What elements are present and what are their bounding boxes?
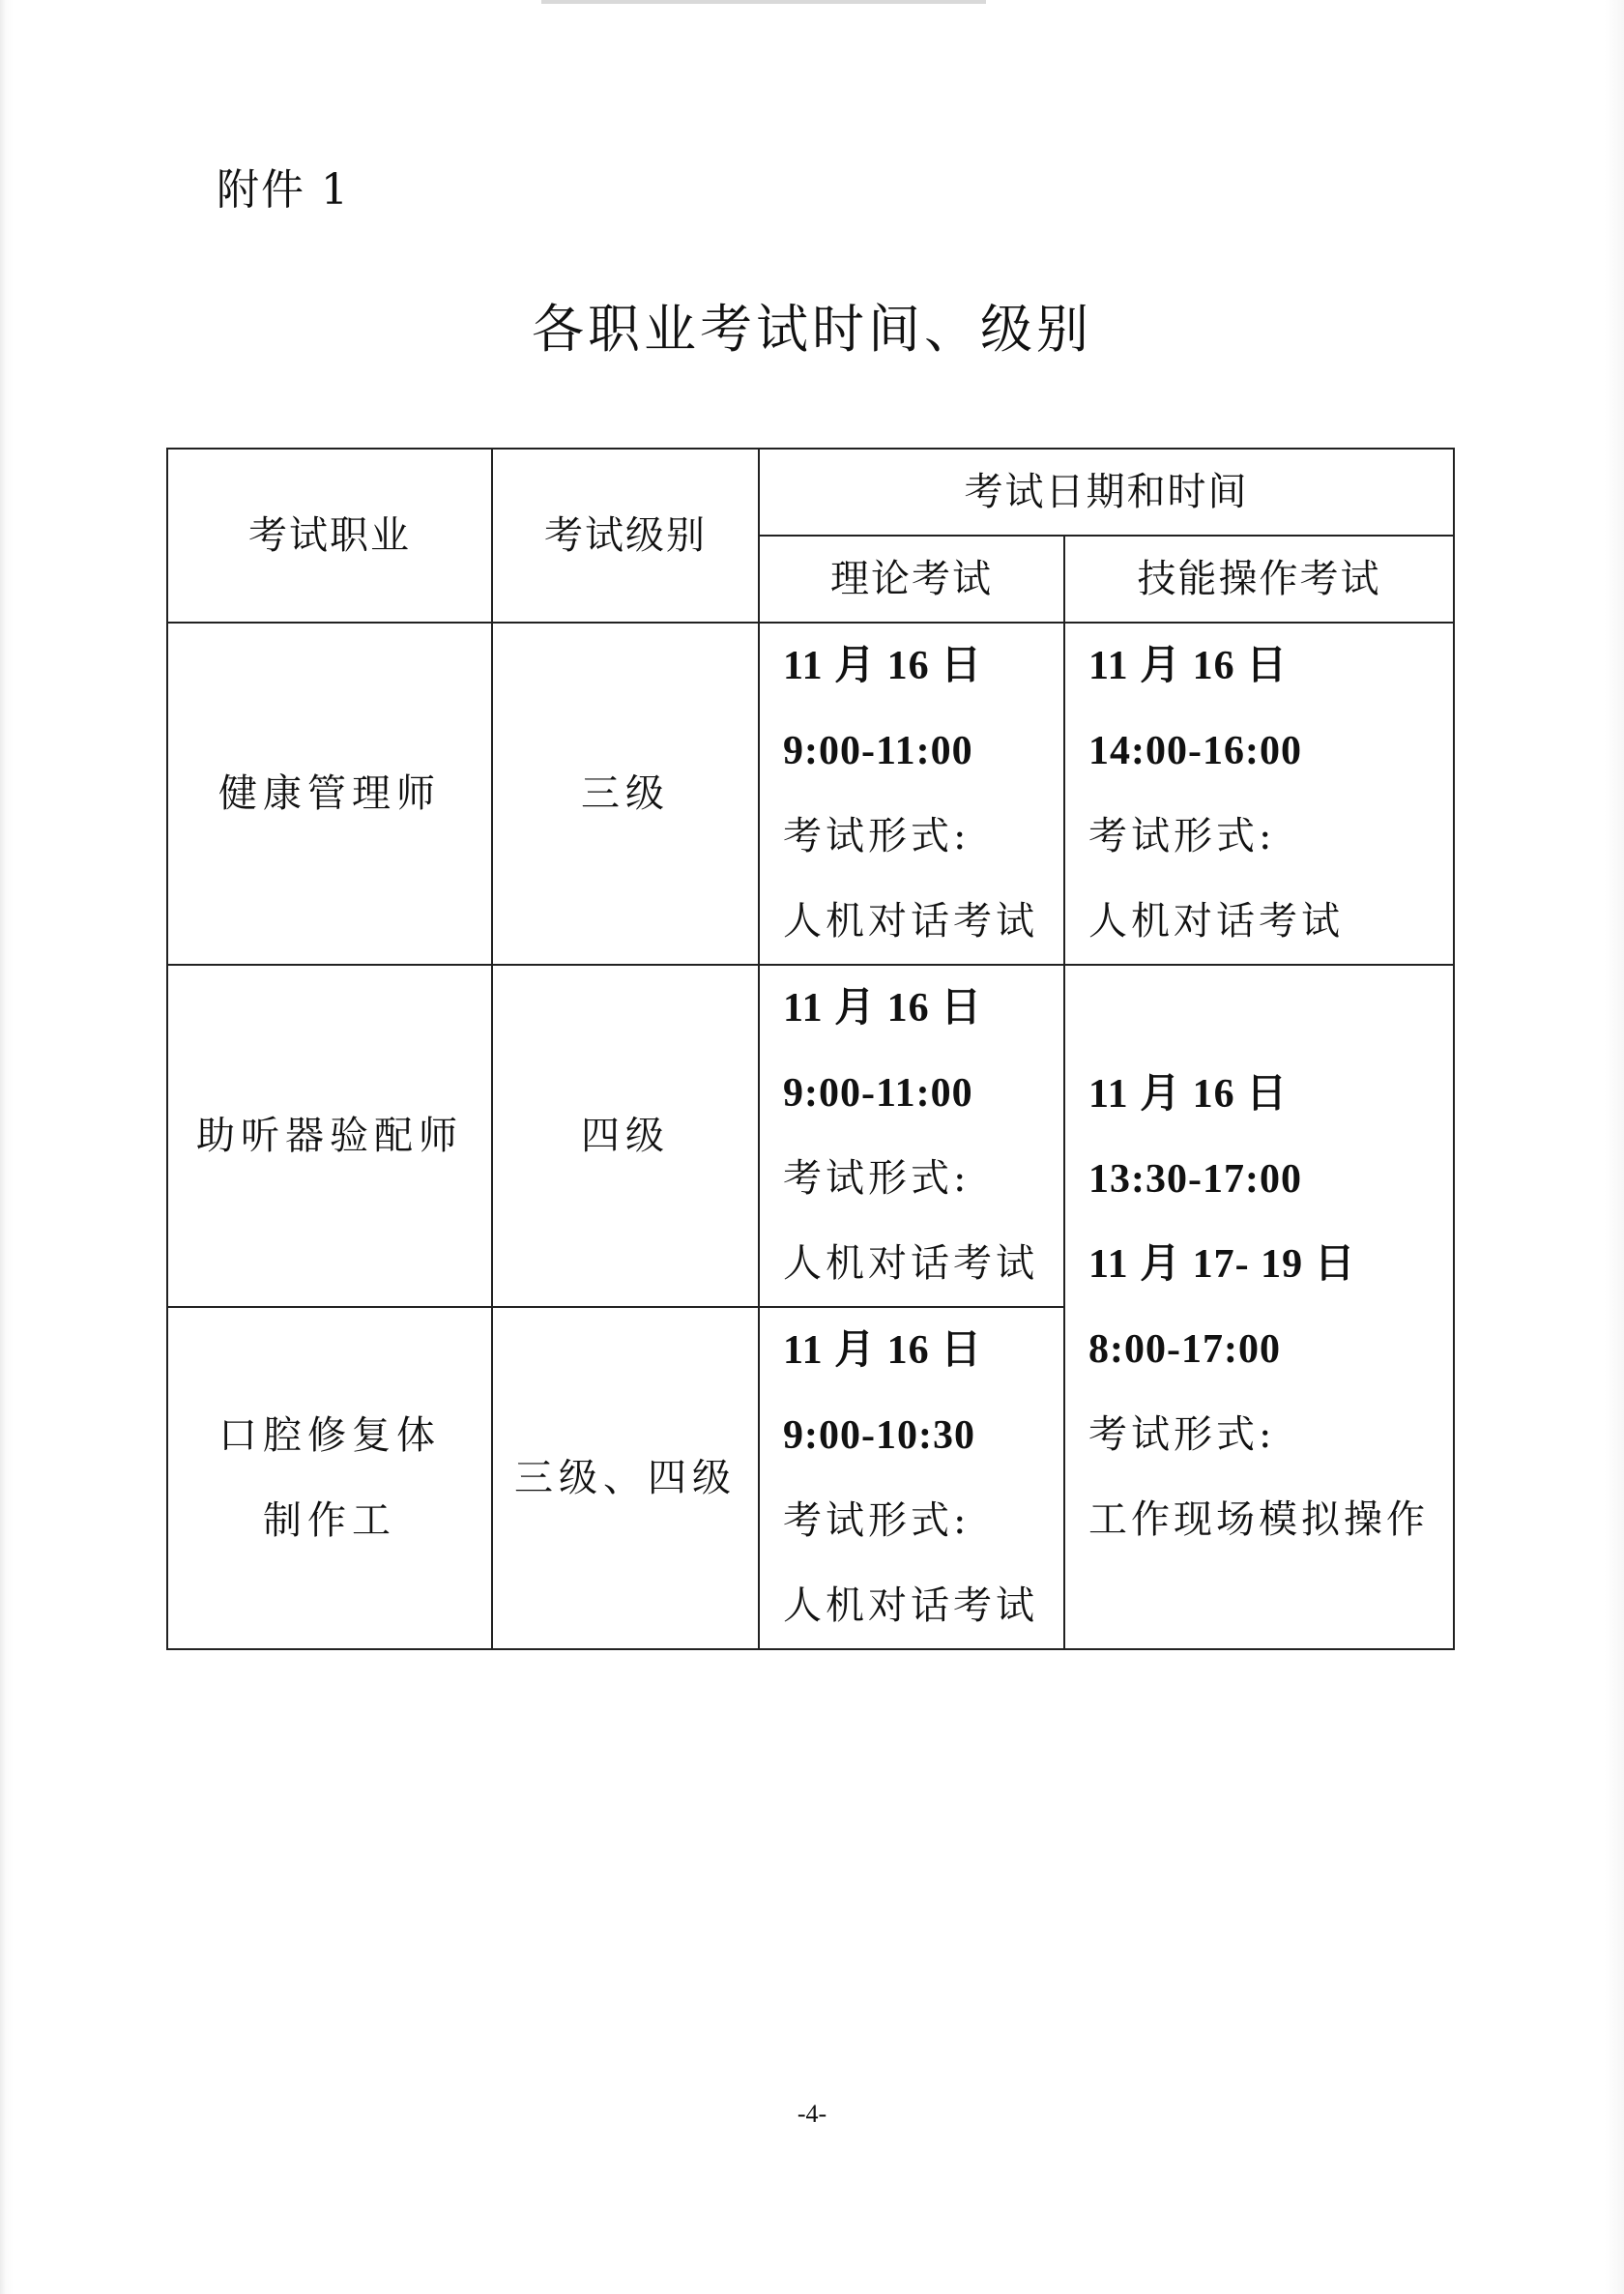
table-row [167,965,1454,1307]
theory-date: 11 月 16 日 [783,644,983,688]
skill-format: 人机对话考试 [1088,899,1344,944]
header-level: 考试级别 [492,449,759,623]
occupation-name-line-2: 制作工 [263,1498,396,1543]
level-cell: 三级、四级 [492,1307,759,1649]
document-title: 各职业考试时间、级别 [532,299,1092,360]
theory-date: 11 月 16 日 [783,986,983,1031]
skill-schedule-cell [1064,623,1454,965]
theory-date: 11 月 16 日 [783,1328,983,1373]
level-cell: 四级 [492,965,759,1307]
occupation-cell [167,1307,492,1649]
occupation-cell [167,965,492,1307]
table-row [167,623,1454,965]
header-occupation: 考试职业 [167,449,492,623]
skill-format-label: 考试形式: [1088,814,1276,858]
theory-time: 9:00-11:00 [783,729,973,773]
theory-format: 人机对话考试 [783,1583,1038,1628]
table-header-row [167,449,1454,536]
skill-time-1: 13:30-17:00 [1088,1157,1302,1202]
skill-date: 11 月 16 日 [1088,644,1289,688]
theory-time: 9:00-11:00 [783,1071,973,1116]
skill-time: 14:00-16:00 [1088,729,1302,773]
theory-format-label: 考试形式: [783,814,971,858]
skill-format: 工作现场模拟操作 [1088,1497,1429,1542]
header-theory: 理论考试 [759,536,1064,623]
theory-format: 人机对话考试 [783,1241,1038,1286]
theory-format: 人机对话考试 [783,899,1038,944]
theory-format-label: 考试形式: [783,1156,971,1201]
page-number: -4- [797,2100,827,2128]
header-skill: 技能操作考试 [1064,536,1454,623]
occupation-name: 健康管理师 [218,771,441,816]
attachment-label: 附件 1 [217,165,350,215]
theory-schedule-cell [759,965,1064,1307]
scan-edge-mark [541,0,986,4]
skill-date-1: 11 月 16 日 [1088,1072,1289,1117]
occupation-name: 助听器验配师 [196,1114,463,1158]
header-date-time: 考试日期和时间 [759,449,1454,536]
shared-skill-schedule-cell [1064,965,1454,1649]
occupation-cell [167,623,492,965]
skill-format-label: 考试形式: [1088,1412,1276,1457]
skill-date-2: 11 月 17- 19 日 [1088,1242,1356,1287]
theory-schedule-cell [759,623,1064,965]
theory-schedule-cell [759,1307,1064,1649]
exam-schedule-table [166,448,1455,1650]
occupation-name-line-1: 口腔修复体 [218,1413,441,1458]
skill-time-2: 8:00-17:00 [1088,1327,1281,1372]
theory-time: 9:00-10:30 [783,1413,975,1458]
level-cell: 三级 [492,623,759,965]
theory-format-label: 考试形式: [783,1498,971,1543]
